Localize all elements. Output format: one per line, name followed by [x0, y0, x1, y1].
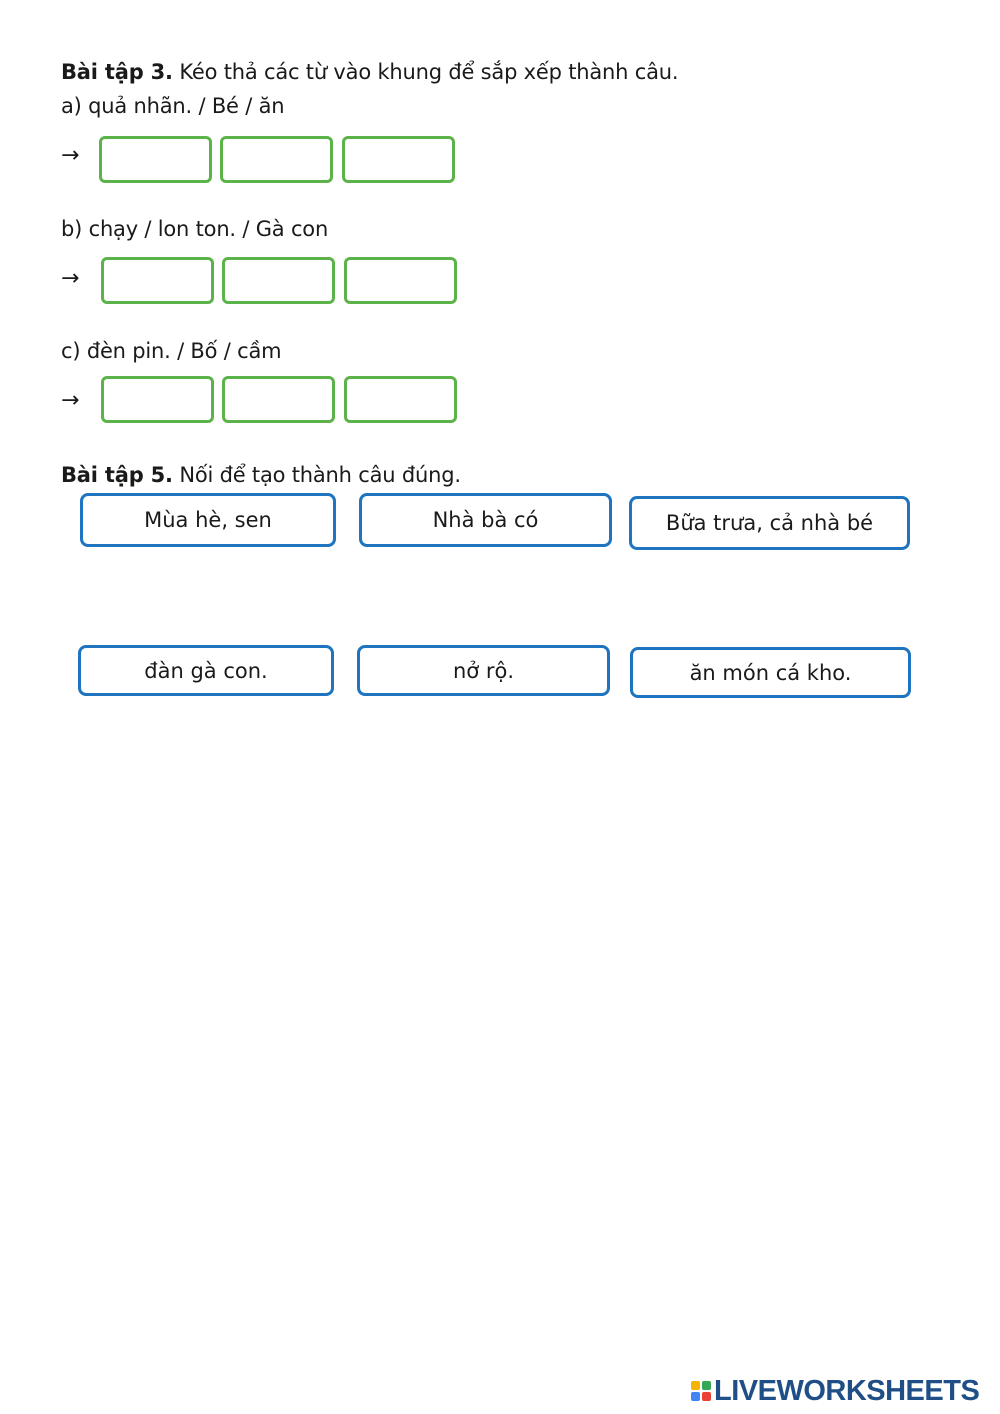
logo-square-4: [702, 1392, 711, 1401]
exercise3-heading-text: Kéo thả các từ vào khung để sắp xếp thành câu.: [172, 60, 679, 84]
drop-slot-c2[interactable]: [222, 376, 335, 423]
drop-slot-b1[interactable]: [101, 257, 214, 304]
match-card-bottom-3[interactable]: ăn món cá kho.: [630, 647, 911, 698]
exercise3-heading-bold: Bài tập 3.: [61, 60, 173, 84]
drop-slot-c3[interactable]: [344, 376, 457, 423]
match-card-top-2[interactable]: Nhà bà có: [359, 493, 612, 547]
exercise3-heading: [61, 60, 678, 84]
arrow-icon: →: [61, 388, 80, 413]
arrow-icon: →: [61, 143, 80, 168]
exercise3-prompt-a: a) quả nhãn. / Bé / ăn: [61, 94, 285, 118]
drop-slot-a1[interactable]: [99, 136, 212, 183]
logo-mark-icon: [691, 1381, 711, 1401]
logo-square-1: [691, 1381, 700, 1390]
exercise5-heading: [61, 463, 461, 487]
exercise5-heading-text: Nối để tạo thành câu đúng.: [172, 463, 461, 487]
exercise3-prompt-b: b) chạy / lon ton. / Gà con: [61, 217, 329, 241]
exercise3-prompt-c: c) đèn pin. / Bố / cầm: [61, 339, 282, 363]
arrow-icon: →: [61, 266, 80, 291]
match-card-bottom-1[interactable]: đàn gà con.: [78, 645, 334, 696]
drop-slot-a3[interactable]: [342, 136, 455, 183]
drop-slot-c1[interactable]: [101, 376, 214, 423]
logo-square-2: [702, 1381, 711, 1390]
liveworksheets-logo: [691, 1374, 979, 1408]
drop-slot-a2[interactable]: [220, 136, 333, 183]
drop-slot-b3[interactable]: [344, 257, 457, 304]
match-card-bottom-2[interactable]: nở rộ.: [357, 645, 610, 696]
match-card-top-3[interactable]: Bữa trưa, cả nhà bé: [629, 496, 910, 550]
exercise5-heading-bold: Bài tập 5.: [61, 463, 173, 487]
logo-square-3: [691, 1392, 700, 1401]
match-card-top-1[interactable]: Mùa hè, sen: [80, 493, 336, 547]
drop-slot-b2[interactable]: [222, 257, 335, 304]
logo-text: LIVEWORKSHEETS: [714, 1374, 980, 1407]
